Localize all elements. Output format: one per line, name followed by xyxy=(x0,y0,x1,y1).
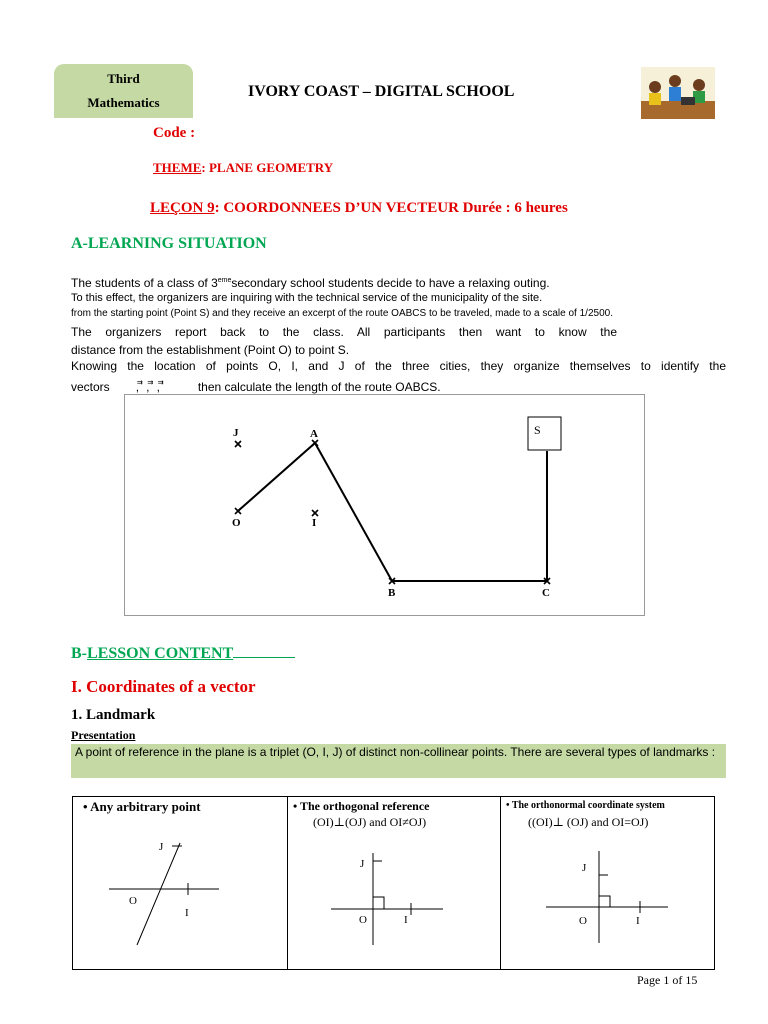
situation-p7 xyxy=(71,379,726,395)
point-s-box xyxy=(528,417,561,450)
label-o: O xyxy=(232,517,241,529)
situation-p4: The organizers report back to the class. All participants then want to know the xyxy=(71,325,617,339)
classroom-illustration xyxy=(641,67,715,119)
p7-start: vectors xyxy=(71,380,110,394)
lesson-title xyxy=(150,200,568,217)
section-b-label: LESSON CONTENT xyxy=(87,645,234,662)
p1-sup: eme xyxy=(217,277,232,284)
section-b-rule xyxy=(233,657,295,658)
label-j: J xyxy=(233,427,239,439)
arb-label-o: O xyxy=(129,895,137,907)
page-footer: Page 1 of 15 xyxy=(637,973,698,987)
route-figure xyxy=(124,394,645,616)
situation-p2: To this effect, the organizers are inquiring with the technical service of the municipality of the site. xyxy=(71,292,543,304)
cross-markers xyxy=(235,440,550,584)
label-b: B xyxy=(388,587,396,599)
arb-label-i: I xyxy=(185,907,189,919)
p7-vectors: , ⃗⃗ , ⃗⃗ , ⃗⃗ xyxy=(135,380,164,394)
orth-label-o: O xyxy=(359,914,367,926)
definition-box: A point of reference in the plane is a triplet (O, I, J) of distinct non-collinear points. There are several types of landmarks : xyxy=(71,744,726,778)
situation-p6: Knowing the location of points O, I, and J of the three cities, they organize themselves to identify the xyxy=(71,359,726,373)
section-b-prefix: B- xyxy=(71,645,87,662)
label-s: S xyxy=(534,423,541,437)
p7-end: then calculate the length of the route OABCS. xyxy=(197,380,441,394)
theme-value: : PLANE GEOMETRY xyxy=(201,160,334,175)
lesson-value: : COORDONNEES D’UN VECTEUR Durée : 6 heures xyxy=(214,200,568,216)
heading-coordinates: I. Coordinates of a vector xyxy=(71,677,256,696)
level-line2: Mathematics xyxy=(87,95,160,110)
theme-label: THEME xyxy=(153,160,202,175)
orthonormal-diagram xyxy=(500,837,713,967)
section-b-heading xyxy=(71,645,295,663)
cell-orthogonal xyxy=(287,797,501,969)
lesson-label: LEÇON 9 xyxy=(150,200,215,216)
col3-title: • The orthonormal coordinate system xyxy=(506,800,665,811)
col2-title: • The orthogonal reference xyxy=(293,799,430,813)
presentation-label: Presentation xyxy=(71,728,136,742)
school-title: IVORY COAST – DIGITAL SCHOOL xyxy=(248,83,515,100)
route-path xyxy=(238,443,547,581)
level-line1: Third xyxy=(107,71,140,86)
arb-label-j: J xyxy=(159,841,164,853)
landmark-table xyxy=(72,796,715,970)
label-c: C xyxy=(542,587,550,599)
situation-p5: distance from the establishment (Point O) to point S. xyxy=(71,343,350,357)
label-i: I xyxy=(312,517,317,529)
orth-label-j: J xyxy=(360,858,365,870)
orthogonal-diagram xyxy=(287,837,500,967)
p1-start: The students of a class of 3 xyxy=(71,276,218,290)
col1-title: • Any arbitrary point xyxy=(83,799,201,814)
orth-label-i: I xyxy=(404,914,408,926)
cell-arbitrary xyxy=(73,797,288,969)
col3-sub: ((OI)⊥ (OJ) and OI=OJ) xyxy=(528,815,649,829)
situation-p1 xyxy=(71,273,726,291)
cell-orthonormal xyxy=(500,797,713,969)
ortn-label-i: I xyxy=(636,915,640,927)
ortn-label-o: O xyxy=(579,915,587,927)
arbitrary-diagram xyxy=(73,827,287,967)
code-label: Code : xyxy=(153,125,196,141)
col2-sub: (OI)⊥(OJ) and OI≠OJ) xyxy=(313,815,427,829)
label-a: A xyxy=(310,428,318,440)
heading-landmark: 1. Landmark xyxy=(71,707,156,723)
section-a-heading: A-LEARNING SITUATION xyxy=(71,235,267,252)
level-badge xyxy=(54,64,193,118)
ortn-label-j: J xyxy=(582,862,587,874)
theme-line xyxy=(153,160,333,176)
p1-end: secondary school students decide to have a relaxing outing. xyxy=(231,276,550,290)
situation-p3: from the starting point (Point S) and they receive an excerpt of the route OABCS to be traveled, made to a scale of 1/2500. xyxy=(71,308,613,319)
